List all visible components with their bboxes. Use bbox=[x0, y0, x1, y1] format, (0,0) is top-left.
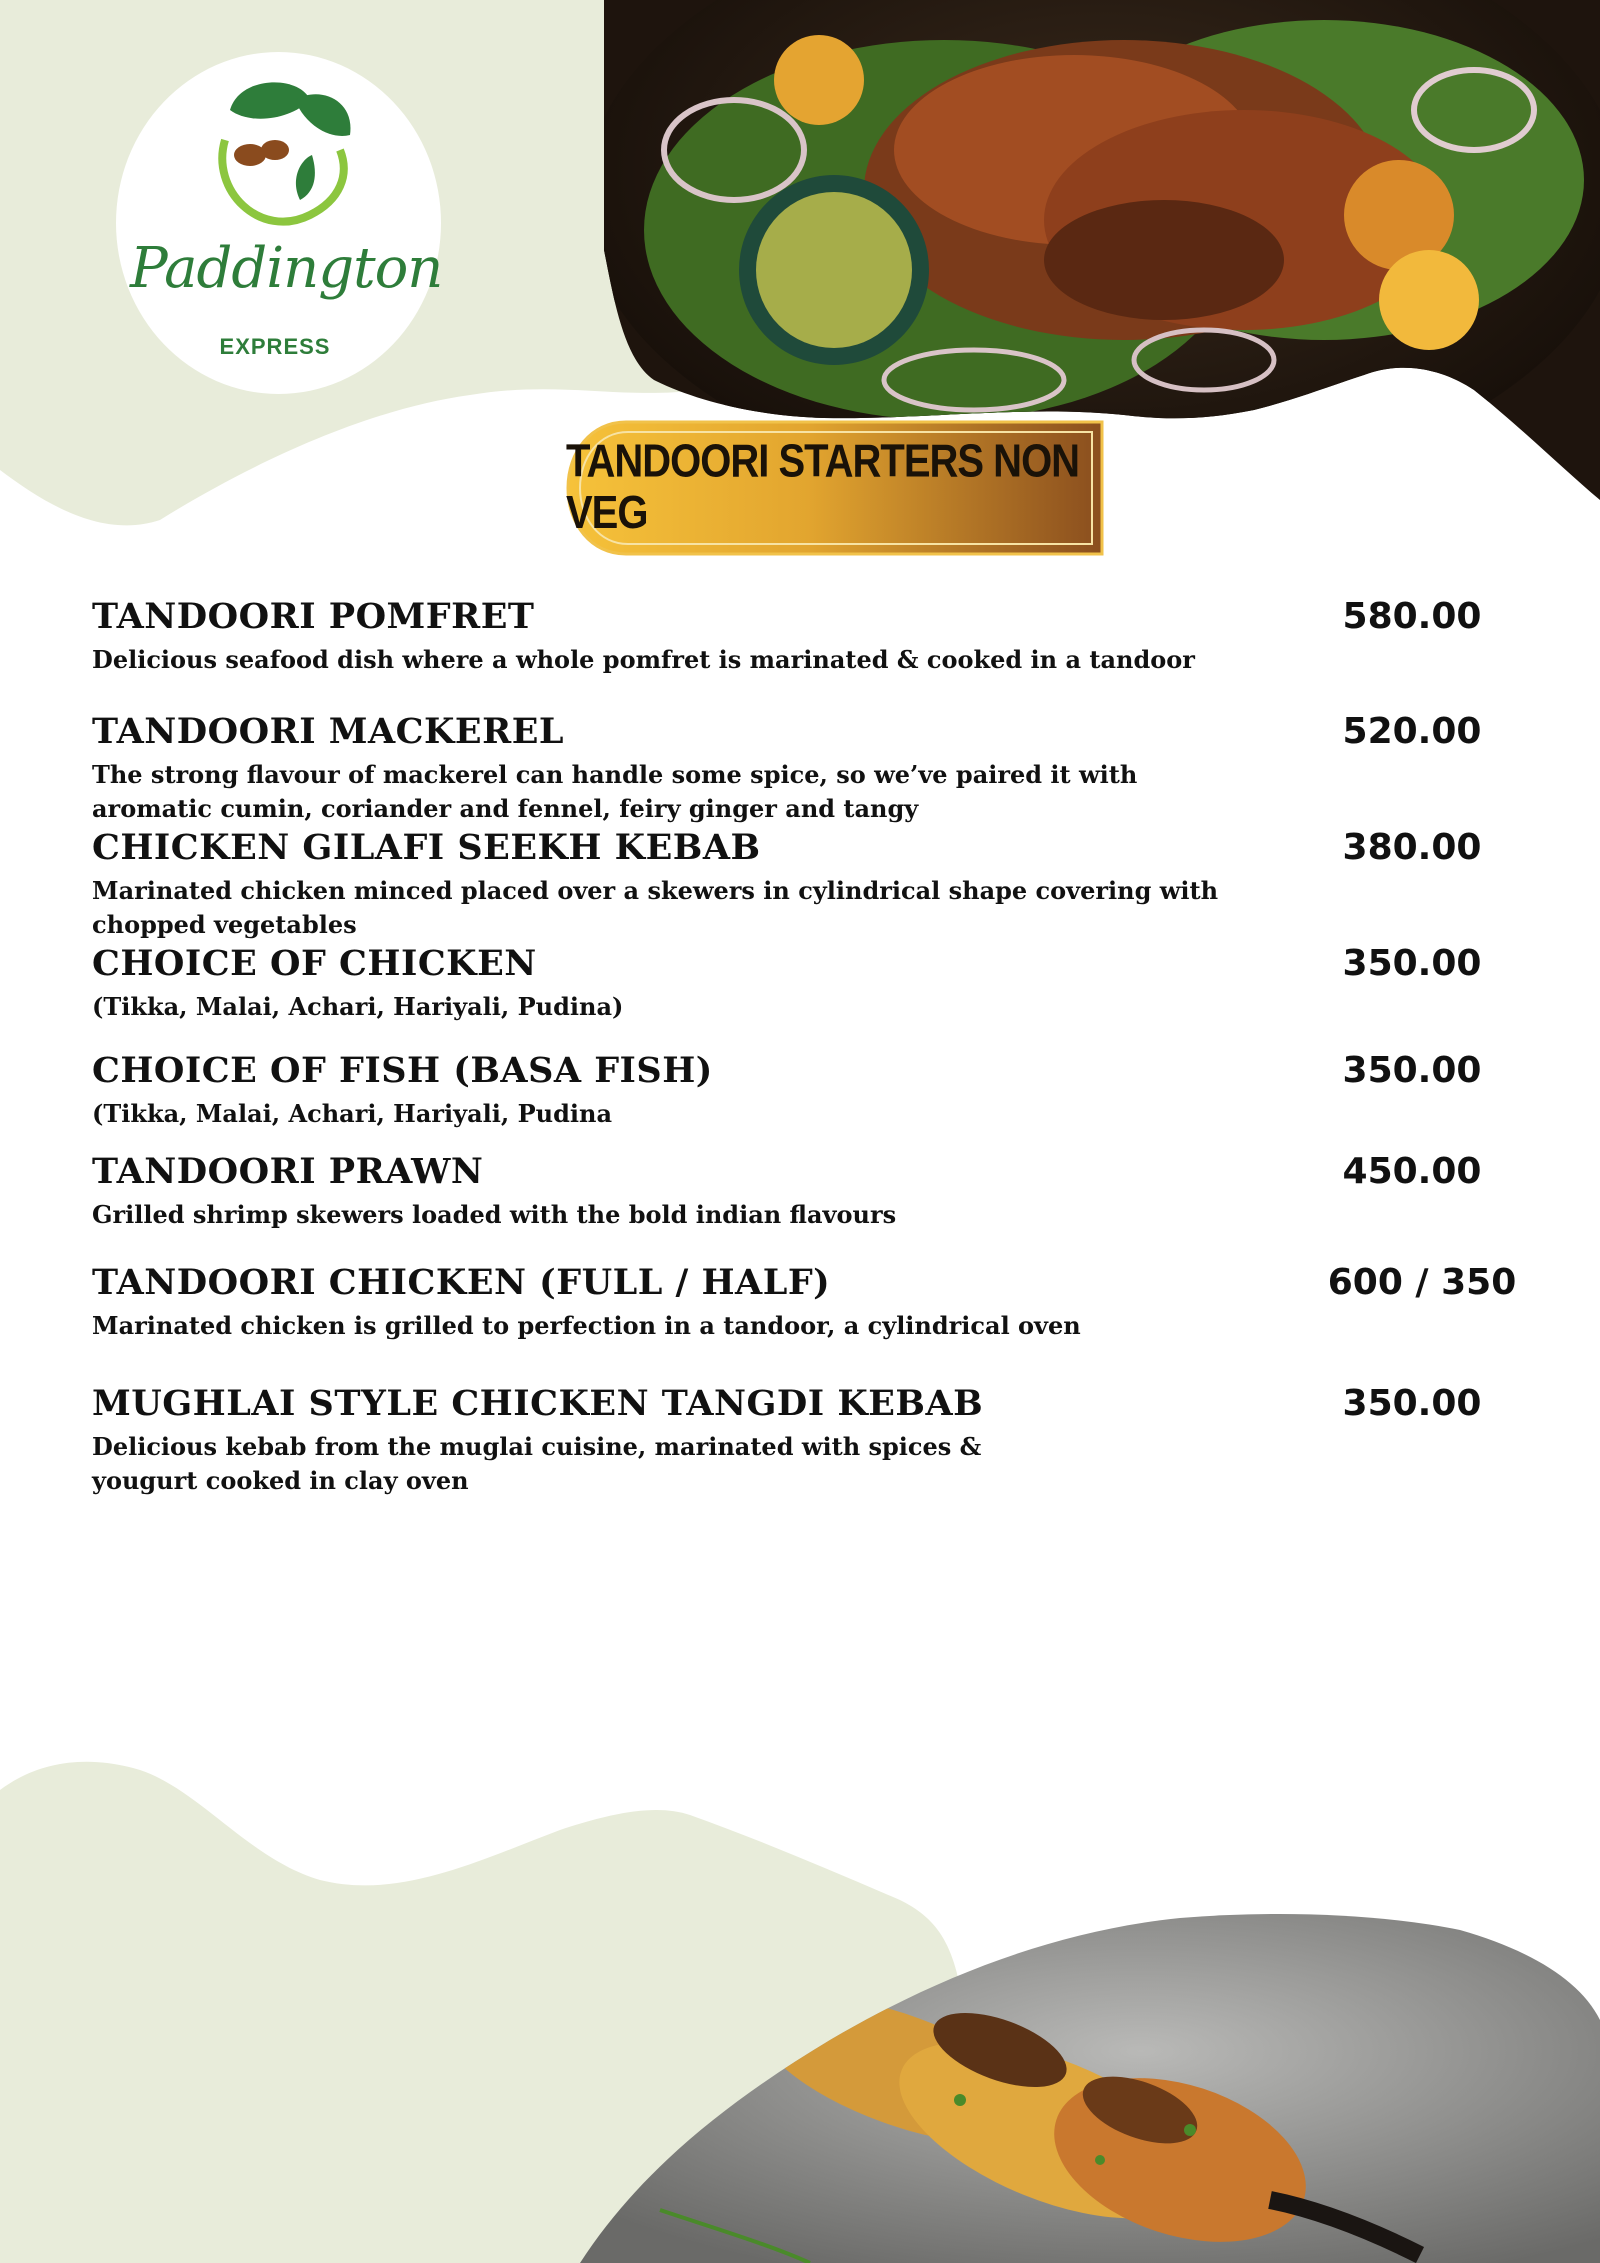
section-title: TANDOORI STARTERS NON VEG bbox=[566, 436, 1080, 539]
menu-item bbox=[92, 943, 1542, 1024]
item-price: 580.00 bbox=[1342, 596, 1482, 637]
item-description: Delicious kebab from the muglai cuisine, marinated with spices & yougurt cooked in clay oven bbox=[92, 1432, 982, 1495]
item-price: 380.00 bbox=[1342, 827, 1482, 868]
item-description: Delicious seafood dish where a whole pomfret is marinated & cooked in a tandoor bbox=[92, 645, 1195, 674]
item-name: MUGHLAI STYLE CHICKEN TANGDI KEBAB bbox=[92, 1383, 984, 1424]
item-description: Marinated chicken is grilled to perfection in a tandoor, a cylindrical oven bbox=[92, 1311, 1081, 1340]
menu-item bbox=[92, 1151, 1542, 1232]
prawn-skewer-photo bbox=[580, 1910, 1600, 2263]
item-price: 600 / 350 bbox=[1327, 1262, 1517, 1303]
item-price: 350.00 bbox=[1342, 1050, 1482, 1091]
menu-item bbox=[92, 711, 1542, 826]
item-price: 350.00 bbox=[1342, 1383, 1482, 1424]
leaf-logo-icon bbox=[200, 80, 360, 250]
menu-item bbox=[92, 1050, 1542, 1131]
item-description: The strong flavour of mackerel can handle some spice, so we’ve paired it with aromatic cumin, coriander and fennel, feiry ginger and tangy bbox=[92, 760, 1138, 823]
brand-name: Paddington bbox=[130, 236, 443, 301]
item-price: 450.00 bbox=[1342, 1151, 1482, 1192]
brand-sub: EXPRESS bbox=[219, 334, 331, 359]
item-description: (Tikka, Malai, Achari, Hariyali, Pudina) bbox=[92, 992, 624, 1021]
item-description: Marinated chicken minced placed over a skewers in cylindrical shape covering with chopped vegetables bbox=[92, 876, 1219, 939]
item-name: CHOICE OF FISH (BASA FISH) bbox=[92, 1050, 713, 1091]
menu-item bbox=[92, 1383, 1542, 1498]
menu-item bbox=[92, 596, 1542, 677]
item-name: TANDOORI MACKEREL bbox=[92, 711, 564, 752]
menu-item bbox=[92, 827, 1542, 942]
item-name: CHOICE OF CHICKEN bbox=[92, 943, 537, 984]
item-description: (Tikka, Malai, Achari, Hariyali, Pudina bbox=[92, 1099, 612, 1128]
item-name: CHICKEN GILAFI SEEKH KEBAB bbox=[92, 827, 761, 868]
item-price: 350.00 bbox=[1342, 943, 1482, 984]
item-name: TANDOORI CHICKEN (FULL / HALF) bbox=[92, 1262, 831, 1303]
menu-item bbox=[92, 1262, 1542, 1343]
item-price: 520.00 bbox=[1342, 711, 1482, 752]
item-name: TANDOORI POMFRET bbox=[92, 596, 535, 637]
item-name: TANDOORI PRAWN bbox=[92, 1151, 484, 1192]
item-description: Grilled shrimp skewers loaded with the bold indian flavours bbox=[92, 1200, 897, 1229]
